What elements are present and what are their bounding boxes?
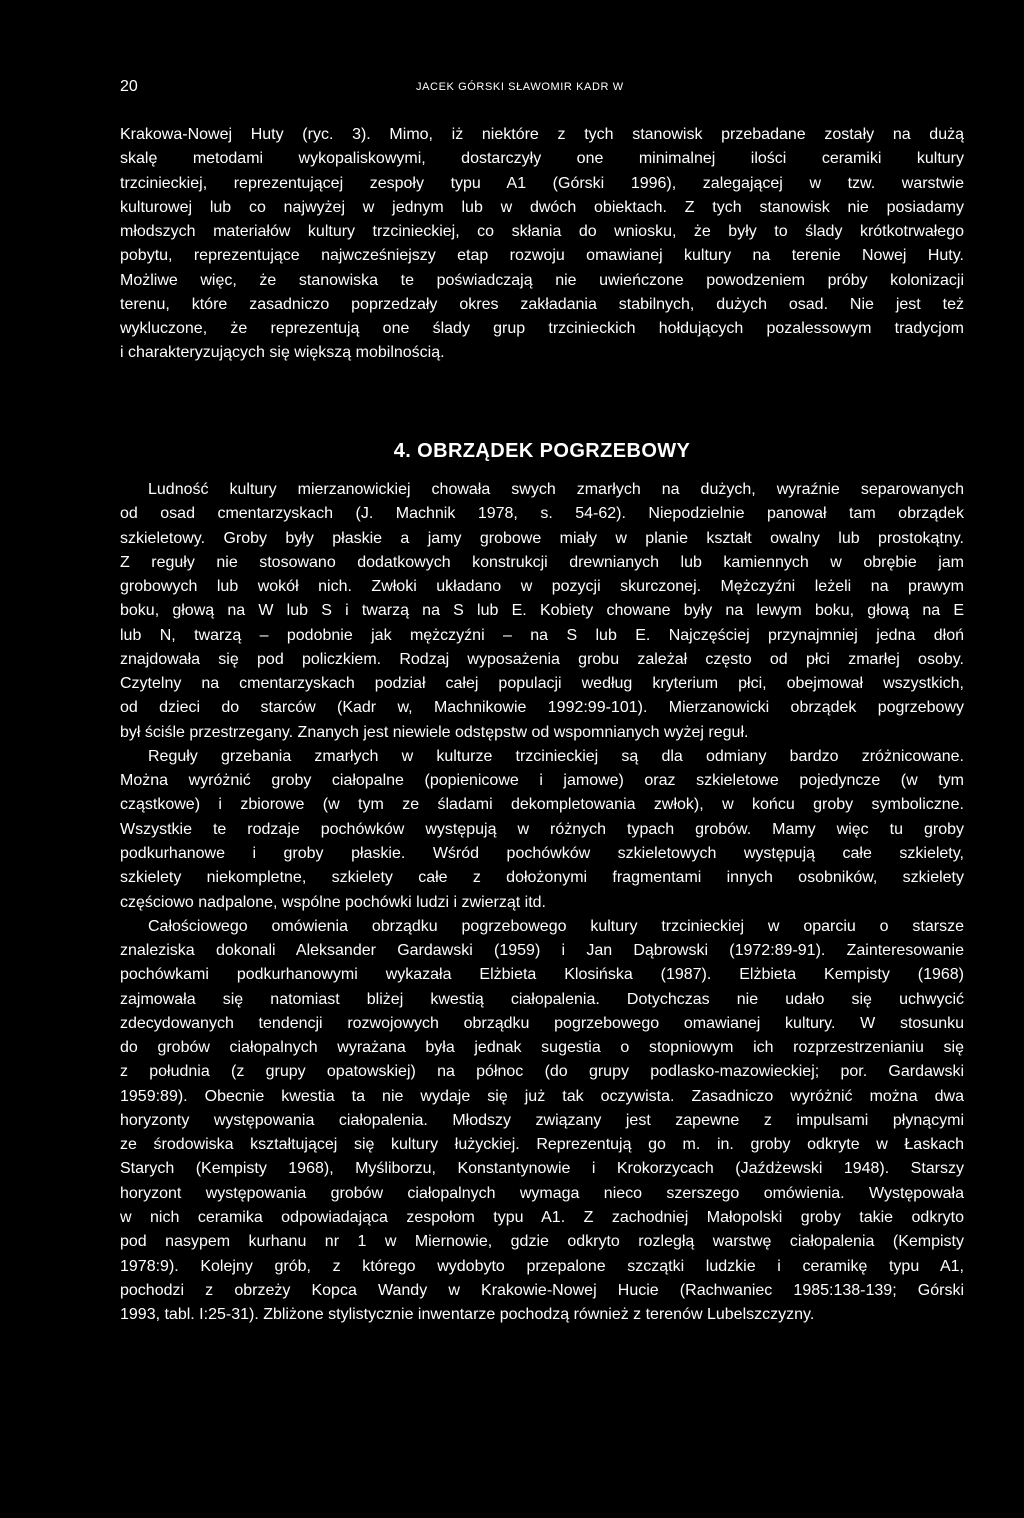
text-line: podkurhanowe i groby płaskie. Wśród pochówków szkieletowych występują całe szkielety, xyxy=(120,844,964,862)
text-line: częściowo nadpalone, wspólne pochówki ludzi i zwierząt itd. xyxy=(120,893,546,911)
text-line: horyzonty występowania ciałopalenia. Młodszy związany jest zapewne z impulsami płynącymi xyxy=(120,1111,964,1129)
text-line: do grobów ciałopalnych wyrażana była jednak sugestia o stopniowym ich rozprzestrzenianiu się xyxy=(120,1039,964,1057)
text-line: cząstkowe) i zbiorowe (w tym ze śladami dekompletowania zwłok), w końcu groby symboliczne. xyxy=(120,796,964,814)
text-line: Całościowego omówienia obrządku pogrzebowego kultury trzcinieckiej w oparciu o starsze xyxy=(148,917,964,935)
text-line: pochówkami podkurhanowymi wykazała Elżbieta Klosińska (1987). Elżbieta Kempisty (1968) xyxy=(120,966,964,984)
text-line: zajmowała się natomiast bliżej kwestią ciałopalenia. Dotychczas nie udało się uchwycić xyxy=(120,990,964,1008)
text-line: terenu, które zasadniczo poprzedzały okres zakładania stabilnych, dużych osad. Nie jest też xyxy=(120,295,964,313)
text-line: Reguły grzebania zmarłych w kulturze trzcinieckiej są dla odmiany bardzo zróżnicowane. xyxy=(148,747,964,765)
text-line: Krakowa-Nowej Huty (ryc. 3). Mimo, iż niektóre z tych stanowisk przebadane zostały na dużą xyxy=(120,126,964,143)
text-line: szkieletowy. Groby były płaskie a jamy grobowe miały w planie kształt owalny lub prostokątny. xyxy=(120,529,964,547)
text-line: trzcinieckiej, reprezentującej zespoły typu A1 (Górski 1996), zalegającej w tzw. warstwie xyxy=(120,174,964,192)
text-line: 1993, tabl. I:25-31). Zbliżone stylistycznie inwentarze pochodzą również z terenów Lubelszczyzny. xyxy=(120,1306,815,1324)
text-line: od dzieci do starców (Kadr w, Machnikowie 1992:99-101). Mierzanowicki obrządek pogrzebowy xyxy=(120,699,964,717)
text-line: grobowych lub wokół nich. Zwłoki układano w pozycji skurczonej. Mężczyźni leżeli na prawym xyxy=(120,578,964,596)
running-header-authors: JACEK GÓRSKI SŁAWOMIR KADR W xyxy=(416,81,624,93)
page-number: 20 xyxy=(120,78,138,95)
text-line: kulturowej lub co najwyżej w jednym lub w dwóch obiektach. Z tych stanowisk nie posiadamy xyxy=(120,198,964,216)
text-line: Z reguły nie stosowano dodatkowych konstrukcji drewnianych lub kamiennych w obrębie jam xyxy=(120,553,964,571)
text-line: Można wyróżnić groby ciałopalne (popienicowe i jamowe) oraz szkieletowe pojedyncze (w tym xyxy=(120,772,964,790)
text-line: 1978:9). Kolejny grób, z którego wydobyto przepalone szczątki ludzkie i ceramikę typu A1, xyxy=(120,1257,964,1275)
text-line: ze środowiska kształtującej się kultury łużyckiej. Reprezentują go m. in. groby odkryte w Łaskach xyxy=(120,1136,964,1154)
text-line: Starych (Kempisty 1968), Myśliborzu, Konstantynowie i Krokorzycach (Jaźdżewski 1948). Starszy xyxy=(120,1160,964,1178)
text-line: pochodzi z obrzeży Kopca Wandy w Krakowie-Nowej Hucie (Rachwaniec 1985:138-139; Górski xyxy=(120,1281,964,1299)
text-line: boku, głową na W lub S i twarzą na S lub E. Kobiety chowane były na lewym boku, głową na E xyxy=(120,602,964,620)
text-line: znaleziska dokonali Aleksander Gardawski (1959) i Jan Dąbrowski (1972:89-91). Zainteresowanie xyxy=(120,942,964,960)
text-line: skalę metodami wykopaliskowymi, dostarczyły one minimalnej ilości ceramiki kultury xyxy=(120,150,964,168)
text-line: lub N, twarzą – podobnie jak mężczyźni – na S lub E. Najczęściej przynajmniej jedna dłoń xyxy=(120,626,964,644)
text-line: pobytu, reprezentujące najwcześniejszy etap rozwoju omawianej kultury na terenie Nowej Huty. xyxy=(120,247,964,265)
text-line: Wszystkie te rodzaje pochówków występują w różnych typach grobów. Mamy więc tu groby xyxy=(120,820,964,838)
text-line: znajdowała się pod policzkiem. Rodzaj wyposażenia grobu zależał często od płci zmarłej osoby. xyxy=(120,650,964,668)
text-line: zdecydowanych tendencji rozwojowych obrządku pogrzebowego omawianej kultury. W stosunku xyxy=(120,1014,964,1032)
text-line: i charakteryzujących się większą mobilnością. xyxy=(120,344,445,362)
text-line: młodszych materiałów kultury trzcinieckiej, co skłania do wniosku, że były to ślady krótkotrwałego xyxy=(120,223,964,241)
text-line: Czytelny na cmentarzyskach podział całej populacji według kryterium płci, obejmował wszystkich, xyxy=(120,675,964,693)
running-header xyxy=(120,76,964,100)
text-line: 1959:89). Obecnie kwestia ta nie wydaje się już tak oczywista. Zasadniczo wyróżnić można dwa xyxy=(120,1087,964,1105)
text-line: horyzont występowania grobów ciałopalnych wymaga nieco szerszego omówienia. Występowała xyxy=(120,1184,964,1202)
section-heading: 4. OBRZĄDEK POGRZEBOWY xyxy=(393,439,691,462)
text-line: od osad cmentarzyskach (J. Machnik 1978, s. 54-62). Niepodzielnie panował tam obrządek xyxy=(120,505,964,523)
text-line: z południa (z grupy opatowskiej) na północ (do grupy podlasko-mazowieckiej; por. Gardawski xyxy=(120,1063,964,1081)
text-line: Ludność kultury mierzanowickiej chowała swych zmarłych na dużych, wyraźnie separowanych xyxy=(148,481,964,498)
section-body xyxy=(120,478,964,1327)
text-line: wykluczone, że reprezentują one ślady grup trzcinieckich hołdujących pozalessowym tradycjom xyxy=(120,320,964,338)
text-line: pod nasypem kurhanu nr 1 w Miernowie, gdzie odkryto rozległą warstwę ciałopalenia (Kempisty xyxy=(120,1233,964,1251)
text-line: był ściśle przestrzegany. Znanych jest niewiele odstępstw od wspomnianych wyżej reguł. xyxy=(120,723,749,741)
text-line: Możliwe więc, że stanowiska te poświadczają nie uwieńczone powodzeniem próby kolonizacji xyxy=(120,271,964,289)
text-line: w nich ceramika odpowiadająca zespołom typu A1. Z zachodniej Małopolski groby takie odkryto xyxy=(120,1208,964,1226)
text-line: szkielety niekompletne, szkielety całe z dołożonymi fragmentami innych osobników, szkielety xyxy=(120,869,964,887)
intro-paragraph xyxy=(120,123,964,366)
